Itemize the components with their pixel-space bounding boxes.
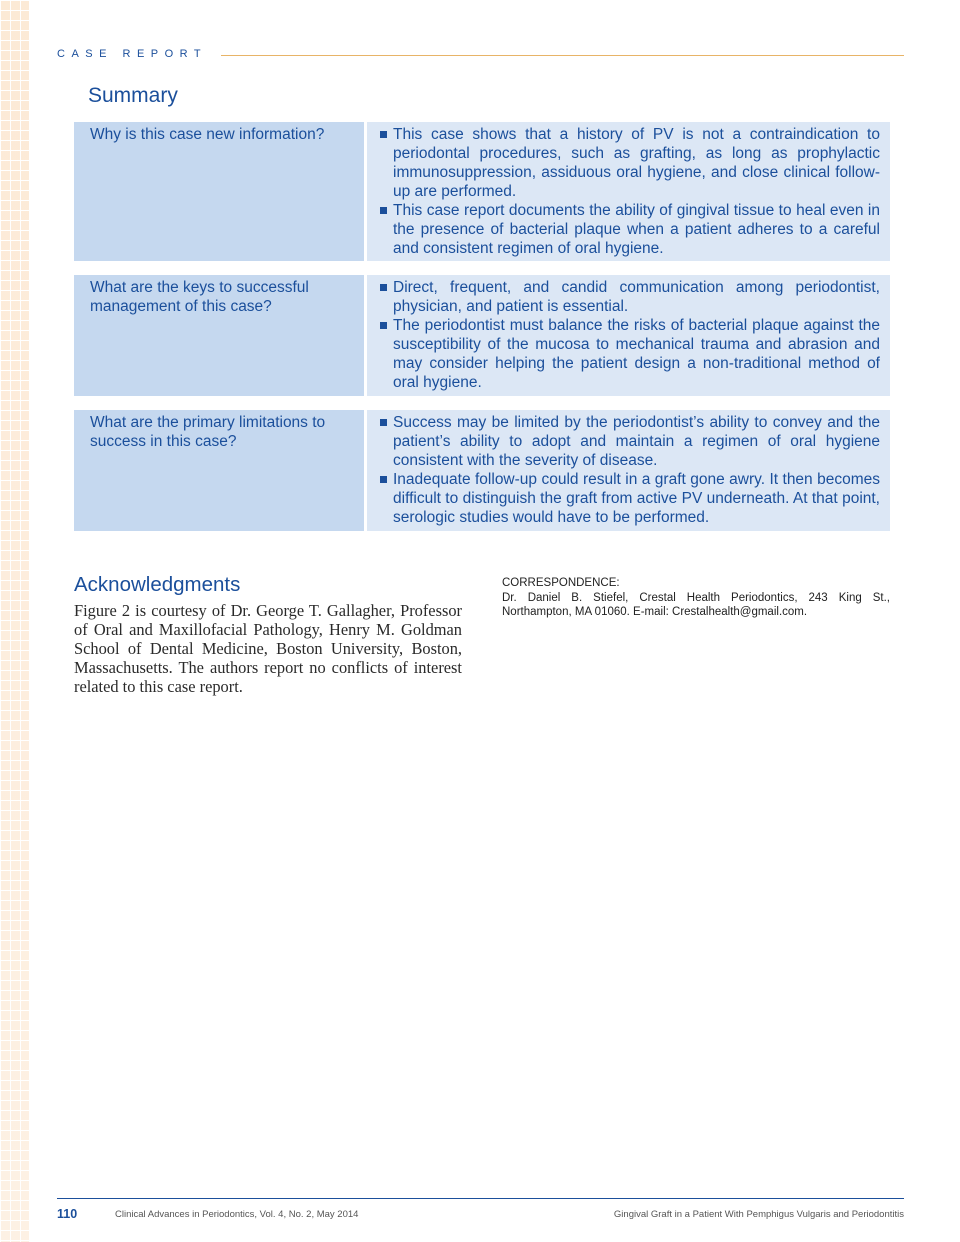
summary-question: What are the keys to successful management of this case? (74, 275, 364, 396)
summary-row-limitations (74, 410, 890, 531)
summary-answer (367, 122, 890, 261)
page-number: 110 (57, 1207, 78, 1221)
summary-bullet-list (380, 125, 880, 258)
summary-answer (367, 410, 890, 531)
summary-bullet: Success may be limited by the periodontist’s ability to convey and the patient’s ability to adopt and maintain a regimen of oral hygiene consistent with the severity of disease. (380, 413, 880, 470)
summary-bullet-list (380, 413, 880, 527)
journal-citation: Clinical Advances in Periodontics, Vol. 4, No. 2, May 2014 (115, 1209, 359, 1220)
side-strip-fade (0, 0, 29, 1242)
summary-answer (367, 275, 890, 396)
footer-rule (57, 1198, 904, 1199)
summary-question: Why is this case new information? (74, 122, 364, 261)
summary-bullet-list (380, 278, 880, 392)
summary-bullet: The periodontist must balance the risks of bacterial plaque against the susceptibility of the mucosa to mechanical trauma and abrasion and may consider helping the patient design a non-traditional method of oral hygiene. (380, 316, 880, 392)
summary-bullet: Direct, frequent, and candid communication among periodontist, physician, and patient is essential. (380, 278, 880, 316)
summary-bullet: Inadequate follow-up could result in a graft gone awry. It then becomes difficult to distinguish the graft from active PV underneath. At that point, serologic studies would have to be performed. (380, 470, 880, 527)
summary-bullet: This case shows that a history of PV is not a contraindication to periodontal procedures, such as grafting, as long as prophylactic immunosuppression, assiduous oral hygiene, and close clinical follow-up are performed. (380, 125, 880, 201)
running-head: CASE REPORT (57, 48, 208, 60)
acknowledgments-heading: Acknowledgments (74, 573, 241, 596)
summary-row-new-information (74, 122, 890, 261)
acknowledgments-text: Figure 2 is courtesy of Dr. George T. Gallagher, Professor of Oral and Maxillofacial Pathology, Henry M. Goldman School of Dental Medicine, Boston University, Boston, Massachusetts. The authors report no conflicts of interest related to this case report. (74, 601, 462, 696)
summary-title: Summary (88, 84, 178, 107)
correspondence-label: CORRESPONDENCE: (502, 577, 620, 589)
correspondence-text: Dr. Daniel B. Stiefel, Crestal Health Periodontics, 243 King St., Northampton, MA 01060. E-mail: Crestalhealth@gmail.com. (502, 592, 890, 618)
header-rule (221, 55, 904, 56)
summary-bullet: This case report documents the ability of gingival tissue to heal even in the presence of bacterial plaque when a patient adheres to a careful and consistent regimen of oral hygiene. (380, 201, 880, 258)
summary-row-keys-to-success (74, 275, 890, 396)
article-running-title: Gingival Graft in a Patient With Pemphigus Vulgaris and Periodontitis (613, 1209, 904, 1220)
summary-question: What are the primary limitations to success in this case? (74, 410, 364, 531)
